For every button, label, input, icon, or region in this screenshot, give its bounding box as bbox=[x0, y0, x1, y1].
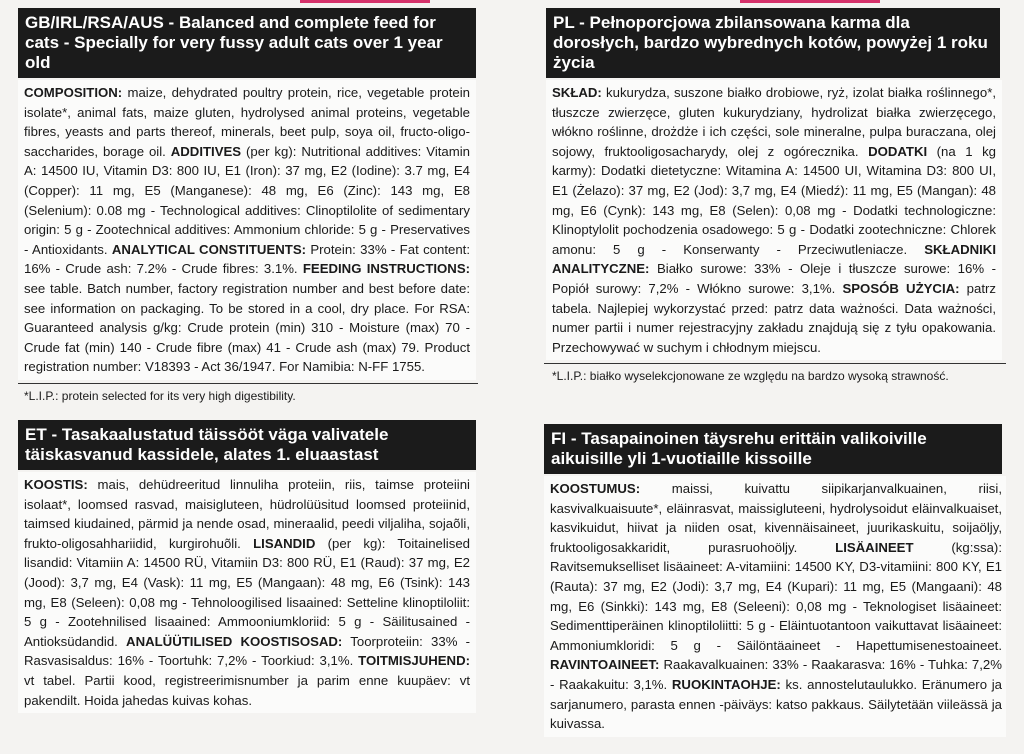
section-label: RAVINTOAINEET: bbox=[550, 657, 660, 673]
section-label: FEEDING INSTRUCTIONS: bbox=[302, 261, 471, 277]
section-label: ANALYTICAL CONSTITUENTS: bbox=[111, 241, 307, 257]
panel-gb-body bbox=[18, 80, 476, 380]
section-label: ANALÜÜTILISED KOOSTISOSAD: bbox=[126, 633, 343, 649]
section-text: Raakavalkuainen: 33% - Raakarasva: 16% - Tuhka: 7,2% - Raakakuitu: 3,1%. bbox=[550, 657, 1002, 692]
section-label: SKŁAD: bbox=[552, 85, 602, 100]
panel-fi-body bbox=[544, 476, 1006, 737]
section-text: ks. annostelutaulukko. Eränumero ja sarjanumero, parasta ennen -päiväys: katso pakkaus. Säilytetään viileässä ja kuivassa. bbox=[550, 676, 1003, 732]
panel-gb bbox=[18, 8, 488, 410]
section-text: (na 1 kg karmy): Dodatki dietetyczne: Witamina A: 14500 UI, Witamina D3: 800 UI, E1 (Żelazo): 37 mg, E2 (Jod): 3,7 mg, E4 (Miedź): 11 mg, E5 (Mangan): 48 mg, E6 (Cynk): 143 mg, E8 (Selen): 0,08 mg - Dodatki technologiczne: Klinoptylolit pochodzenia osadowego: 5 g - Dodatki zootechniczne: Chlorek amonu: 5 g - Konserwanty - Przeciwutleniacze. bbox=[552, 143, 996, 257]
panel-et-body bbox=[18, 472, 476, 713]
section-label: DODATKI bbox=[868, 143, 928, 159]
section-text: kukurydza, suszone białko drobiowe, ryż, izolat białka roślinnego*, tłuszcze zwierzęce, gluten kukurydziany, hydrolizat białka zwierzęcego, włókno roślinne, drożdże i ich części, sole mineralne, pulpa buraczana, olej sojowy, fruktooligosacharydy, olej z ogórecznika. bbox=[552, 85, 996, 159]
section-text: (per kg): Nutritional additives: Vitamin A: 14500 IU, Vitamin D3: 800 IU, E1 (Iron): 37 mg, E2 (Iodine): 3.7 mg, E4 (Copper): 11 mg, E5 (Manganese): 48 mg, E6 (Zinc): 143 mg, E8 (Selenium): 0.08 mg - Technological additives: Clinoptilolite of sedimentary origin: 5 g - Zootechnical additives: Ammonium chloride: 5 g - Preservatives - Antioxidants. bbox=[24, 143, 470, 257]
section-label: LISANDID bbox=[253, 535, 316, 551]
section-text: maissi, kuivattu siipikarjanvalkuainen, riisi, kasvivalkuaisuute*, eläinrasvat, maissigluteeni, hydrolysoidut eläinvalkuaiset, kasvikuidut, hiivat ja niiden osat, kivennäisaineet, juurikaskuitu, soijaöljy, fruktooligosakkaridit, purasruohoöljy. bbox=[550, 481, 1002, 555]
section-text: (per kg): Toitainelised lisandid: Vitamiin A: 14500 RÜ, Vitamiin D3: 800 RÜ, E1 (Raud): 37 mg, E2 (Jood): 3,7 mg, E4 (Vask): 11 mg, E5 (Mangaan): 48 mg, E6 (Tsink): 143 mg, E8 (Seleen): 0,08 mg - Tehnoloogilised lisaained: Setteline klinoptiloliit: 5 g - Zootehnilised lisaained: Ammooniumkloriid: 5 g - Säilitusained - Antioksüdandid. bbox=[24, 535, 471, 649]
section-text: Protein: 33% - Fat content: 16% - Crude ash: 7.2% - Crude fibres: 3.1%. bbox=[24, 241, 471, 277]
section-label: RUOKINTAOHJE: bbox=[671, 676, 781, 692]
panel-gb-footnote: *L.I.P.: protein selected for its very high digestibility. bbox=[24, 388, 296, 403]
panel-gb-header: GB/IRL/RSA/AUS - Balanced and complete feed for cats - Specially for very fussy adult cats over 1 year old bbox=[18, 8, 476, 78]
section-text: mais, dehüdreeritud linnuliha proteiin, riis, taimse proteiini isolaat*, loomsed rasvad, maisigluteen, hüdrolüüsitud loomsed proteiinid, taimsed kiudained, pärmid ja nende osad, mineraalid, peedi viljaliha, sojaõli, frukto-oligosahhariidid, kurgirohuõli. bbox=[24, 477, 470, 551]
section-label: SKŁADNIKI ANALITYCZNE: bbox=[552, 241, 996, 277]
section-text: see table. Batch number, factory registration number and best before date: see information on packaging. To be stored in a cool, dry place. For RSA: Guaranteed analysis g/kg: Crude protein (min) 310 - Moisture (max) 70 - Crude fat (min) 140 - Crude fibre (max) 41 - Crude ash (max) 79. Product registration number: V18393 - Act 36/1947. For Namibia: N-FF 1755. bbox=[24, 280, 470, 375]
section-label: KOOSTUMUS: bbox=[550, 481, 641, 496]
panel-et bbox=[18, 414, 488, 754]
section-text: (kg:ssa): Ravitsemukselliset lisäaineet: A-vitamiini: 14500 KY, D3-vitamiini: 800 KY, E1 (Rauta): 37 mg, E2 (Jodi): 3,7 mg, E4 (Kupari): 11 mg, E5 (Mangaani): 48 mg, E6 (Sinkki): 143 mg, E8 (Seleeni): 0,08 mg - Teknologiset lisäaineet: Sedimenttiperäinen klinoptiloliitti: 5 g - Eläintuotantoon vaikuttavat lisäaineet: Ammoniumkloridi: 5 g - Säilöntäaineet - Hapettumisenestoaineet. bbox=[550, 539, 1002, 653]
section-label: TOITMISJUHEND: bbox=[358, 653, 470, 669]
section-text: vt tabel. Partii kood, registreerimisnumber ja parim enne kuupäev: vt pakendilt. Hoida jahedas kuivas kohas. bbox=[24, 672, 470, 708]
pink-accent bbox=[740, 0, 880, 3]
panel-fi bbox=[540, 414, 1006, 754]
panel-pl bbox=[540, 8, 1006, 410]
section-label: LISÄAINEET bbox=[835, 539, 914, 555]
pink-accent bbox=[300, 0, 430, 3]
section-text: maize, dehydrated poultry protein, rice, vegetable protein isolate*, animal fats, maize gluten, hydrolysed animal proteins, vegetable fibres, yeasts and parts thereof, minerals, beet pulp, soya oil, fructo-oligo-saccharides, borage oil. bbox=[24, 85, 470, 159]
section-label: ADDITIVES bbox=[170, 143, 242, 159]
section-text: Białko surowe: 33% - Oleje i tłuszcze surowe: 16% - Popiół surowy: 7,2% - Włókno surowe: 3,1%. bbox=[552, 261, 996, 296]
section-label: SPOSÓB UŻYCIA: bbox=[842, 280, 960, 296]
panel-et-header: ET - Tasakaalustatud täissööt väga valivatele täiskasvanud kassidele, alates 1. eluaastast bbox=[18, 420, 476, 470]
panel-pl-footnote: *L.I.P.: białko wyselekcjonowane ze względu na bardzo wysoką strawność. bbox=[552, 369, 949, 384]
panel-pl-header: PL - Pełnoporcjowa zbilansowana karma dla dorosłych, bardzo wybrednych kotów, powyżej 1 roku życia bbox=[546, 8, 1000, 78]
section-label: COMPOSITION: bbox=[24, 85, 123, 100]
panel-pl-body bbox=[546, 80, 1002, 360]
section-text: patrz tabela. Najlepiej wykorzystać przed: patrz data ważności. Data ważności, numer partii i numer rejestracyjny zakładu znajdują się z tyłu opakowania. Przechowywać w suchym i chłodnym miejscu. bbox=[552, 280, 996, 355]
panel-fi-header: FI - Tasapainoinen täysrehu erittäin valikoiville aikuisille yli 1-vuotiaille kissoille bbox=[544, 424, 1002, 474]
section-label: KOOSTIS: bbox=[24, 477, 88, 492]
section-text: Toorproteiin: 33% - Rasvasisaldus: 16% - Toortuhk: 7,2% - Toorkiud: 3,1%. bbox=[24, 633, 471, 669]
